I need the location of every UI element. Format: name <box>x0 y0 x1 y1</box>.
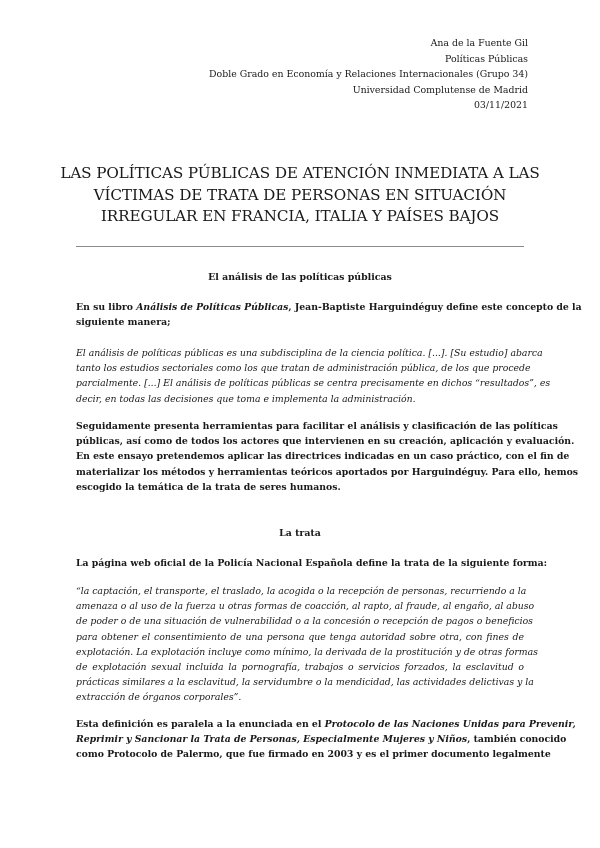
degree-program: Doble Grado en Economía y Relaciones Internacionales (Grupo 34) <box>209 69 528 80</box>
university-name: Universidad Complutense de Madrid <box>352 84 528 96</box>
paragraph-line: Seguidamente presenta herramientas para facilitar el análisis y clasificación de las políticas <box>76 421 558 432</box>
document-title <box>60 163 540 228</box>
protocol-title: Reprimir y Sancionar la Trata de Personas, Especialmente Mujeres y Niños <box>76 734 468 746</box>
title-divider <box>76 246 524 247</box>
quote-harguindeguy <box>76 346 551 407</box>
quote-line: El análisis de políticas públicas es una subdisciplina de la ciencia política. [...]. [Su estudio] abarca <box>76 348 543 359</box>
quote-line: para obtener el consentimiento de una persona que tenga autoridad sobre otra, con fines de <box>76 631 524 643</box>
section-heading-trata: La trata <box>279 528 321 539</box>
paragraph-palermo <box>76 717 576 763</box>
paragraph-line: públicas, así como de todos los actores que intervienen en su creación, aplicación y evaluación. <box>76 436 575 448</box>
paragraph-line: escogido la temática de la trata de seres humanos. <box>76 481 341 493</box>
paragraph-line: como Protocolo de Palermo, que fue firmado en 2003 y es el primer documento legalmente <box>76 749 551 761</box>
paragraph-line: La página web oficial de la Policía Nacional Española define la trata de la siguiente forma: <box>76 558 548 569</box>
paragraph-line: En su libro Análisis de Políticas Públicas, Jean-Baptiste Harguindéguy define este concepto de la <box>76 302 582 313</box>
paragraph-line: siguiente manera; <box>76 317 171 329</box>
title-line: LAS POLÍTICAS PÚBLICAS DE ATENCIÓN INMEDIATA A LAS <box>60 164 540 182</box>
quote-line: “la captación, el transporte, el traslado, la acogida o la recepción de personas, recurriendo a la <box>76 586 527 597</box>
quote-line: decir, en todas las decisiones que toma e implementa la administración. <box>76 393 416 405</box>
author-name: Ana de la Fuente Gil <box>430 38 528 49</box>
paragraph-intro <box>76 300 582 330</box>
protocol-title: Protocolo de las Naciones Unidas para Prevenir, <box>324 719 576 730</box>
document-date: 03/11/2021 <box>473 100 528 111</box>
title-line: VÍCTIMAS DE TRATA DE PERSONAS EN SITUACIÓN <box>93 185 507 204</box>
quote-line: amenaza o al uso de la fuerza u otras formas de coacción, al rapto, al fraude, al engaño, al abuso <box>76 601 535 613</box>
quote-definition <box>76 584 538 706</box>
quote-line: prácticas similares a la esclavitud, la servidumbre o la mendicidad, las actividades delictivas y la <box>76 677 534 689</box>
header-block <box>209 36 528 114</box>
paragraph-line: En este ensayo pretendemos aplicar las directrices indicadas en un caso práctico, con el fin de <box>76 451 570 463</box>
quote-line: de explotación sexual incluida la pornografía, trabajos o servicios forzados, la esclavitud o <box>76 662 524 674</box>
quote-line: tanto los estudios sectoriales como los que tratan de administración pública, de los que procede <box>76 363 531 375</box>
title-line: IRREGULAR EN FRANCIA, ITALIA Y PAÍSES BAJOS <box>100 207 500 225</box>
quote-line: explotación. La explotación incluye como mínimo, la derivada de la prostitución y de otras formas <box>76 646 538 658</box>
quote-line: de poder o de una situación de vulnerabilidad o a la concesión o recepción de pagos o beneficios <box>76 616 533 628</box>
paragraph-body <box>76 419 578 495</box>
paragraph-line: materializar los métodos y herramientas teóricos aportados por Harguindéguy. Para ello, hemos <box>76 466 578 478</box>
course-name: Políticas Públicas <box>445 53 528 65</box>
section-heading-analysis: El análisis de las políticas públicas <box>208 272 392 283</box>
paragraph-line: Esta definición es paralela a la enunciada en el Protocolo de las Naciones Unidas para Prevenir, <box>76 719 576 730</box>
paragraph-police <box>76 556 548 571</box>
quote-line: extracción de órganos corporales”. <box>76 692 242 704</box>
book-title: Análisis de Políticas Públicas <box>136 302 289 313</box>
quote-line: parcialmente. [...] El análisis de políticas públicas se centra precisamente en dichos “resultados”, es <box>76 378 551 390</box>
paragraph-line: Reprimir y Sancionar la Trata de Personas, Especialmente Mujeres y Niños, también conocido <box>76 734 567 746</box>
